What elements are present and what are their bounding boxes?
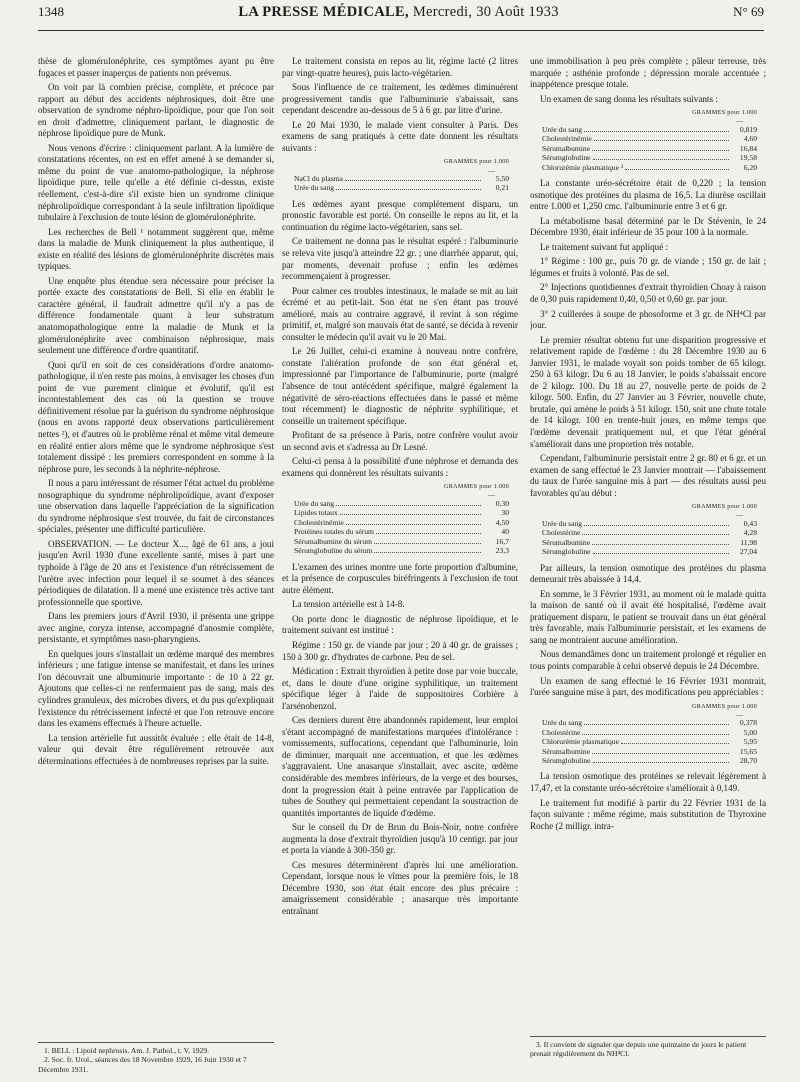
paragraph: 1° Régime : 100 gr., puis 70 gr. de viande ; 150 gr. de lait ; légumes et fruits à volonté. Pas de sel. xyxy=(530,256,766,278)
dot-leader xyxy=(582,534,729,535)
table-cell-label: Lipides totaux xyxy=(294,508,338,518)
table-header-dash: — xyxy=(736,511,743,520)
table-cell-label: Sérumglobuline xyxy=(542,547,591,557)
paragraph: Le traitement consista en repos au lit, régime lacté (2 litres par vingt-quatre heures), puis lacto-végétarien. xyxy=(282,56,518,78)
header-rule xyxy=(38,30,764,31)
paragraph: La tension artérielle fut aussitôt évaluée : elle était de 14-8, valeur qui devait être régulièrement retrouvée aux déterminations effectuées à de nombreuses reprises par la suite. xyxy=(38,732,274,766)
table-cell-value: 40 xyxy=(501,527,509,537)
table-cell-value: 27,04 xyxy=(739,547,757,557)
paragraph: Nous demandâmes donc un traitement prolongé et régulier en tous points comparable à celui observé depuis le 24 Décembre. xyxy=(530,649,766,671)
dot-leader xyxy=(374,552,481,553)
dot-leader xyxy=(582,734,729,735)
paragraph: une immobilisation à peu près complète ; pâleur terreuse, très marquée ; asthénie profonde ; dépression morale accentuée ; inappétence presque totale. xyxy=(530,56,766,90)
paragraph: Par ailleurs, la tension osmotique des protéines du plasma demeurait très abaissée à 14,4. xyxy=(530,562,766,585)
table-row xyxy=(542,756,757,765)
paragraph: Sous l'influence de ce traitement, les œdèmes diminuèrent progressivement tandis que l'albuminurie s'abaissait, sans cependant descendre au-dessous de 5 à 6 gr. par litre d'urine. xyxy=(282,82,518,116)
paragraph: Les recherches de Bell ¹ notamment suggèrent que, même dans la maladie de Munk cliniquement la plus authentique, il existe en réalité des lésions de glomérulonéphrite discrètes mais typiques. xyxy=(38,226,274,272)
paragraph: thèse de glomérulonéphrite, ces symptômes ayant pu être fugaces et passer inaperçus de patients non prévenus. xyxy=(38,56,274,78)
table-cell-value: 4,50 xyxy=(495,517,509,527)
paragraph: On voit par là combien précise, complète, et précoce par rapport au début des accidents néphrosiques, doit être une observation de syndrome néphro-lipoïdique, pour que l'on soit en droit d'admettre, cliniquement parlant, le diagnostic de néphrose lipoïdique pure de Munk. xyxy=(38,82,274,139)
table-cell-value: 16,84 xyxy=(739,143,757,153)
table-cell-value: 23,3 xyxy=(495,546,509,556)
results-table xyxy=(542,503,757,556)
paragraph: Le 20 Mai 1930, le malade vient consulter à Paris. Des examens de sang pratiqués à cette date donnent les résultats suivants : xyxy=(282,119,518,153)
table-row xyxy=(542,519,757,528)
results-table xyxy=(542,703,757,766)
table-unit-header: GRAMMES pour 1.000 xyxy=(691,503,757,511)
table-cell-label: Sérumalbumine xyxy=(542,537,591,547)
table-cell-label: Cholestérinémie xyxy=(294,517,344,527)
table-cell-label: Chlorurémie plasmatique ³ xyxy=(542,162,624,172)
paragraph: 2° Injections quotidiennes d'extrait thyroïdien Choay à raison de 0,30 puis rapidement 0,40, 0,50 et 0,60 gr. par jour. xyxy=(530,282,766,304)
table-row xyxy=(542,144,757,153)
results-table xyxy=(294,483,509,555)
paragraph: La constante uréo-sécrétoire était de 0,220 ; la tension osmotique des protéines du plasma de 16,5. La diurèse oscillait entre 1.000 et 1,250 cmc. l'albuminurie entre 3 et 6 gr. xyxy=(530,178,766,212)
paragraph: La métabolisme basal déterminé par le Dr Stévenin, le 24 Décembre 1930, était inférieur de 35 pour 100 à la normale. xyxy=(530,215,766,238)
table-cell-value: 16,7 xyxy=(495,536,509,546)
column-2 xyxy=(282,56,518,1056)
table-row xyxy=(294,183,509,192)
table-cell-label: Protéines totales du sérum xyxy=(294,527,374,537)
table-row xyxy=(294,537,509,546)
table-cell-value: 11,98 xyxy=(740,537,757,547)
paragraph: Ces mesures déterminèrent d'après lui une amélioration. Cependant, lorsque nous le vîmes pour la première fois, le 18 Décembre 1930, son état était encore des plus précaire : amaigrissement considérable ; anasarque très importante entraînant xyxy=(282,859,518,916)
table-cell-label: Urée du sang xyxy=(294,183,335,193)
dot-leader xyxy=(592,150,729,151)
issue-number: N° 69 xyxy=(733,4,764,19)
footnote-3: 3. Il convient de signaler que depuis une quinzaine de jours le patient prenait régulièrement du NH⁴Cl. xyxy=(530,1040,747,1059)
dot-leader xyxy=(621,743,729,744)
dot-leader xyxy=(584,525,729,526)
table-cell-value: 0,43 xyxy=(743,518,757,528)
dot-leader xyxy=(374,543,481,544)
dot-leader xyxy=(336,505,481,506)
table-row xyxy=(542,728,757,737)
table-cell-label: Cholestérine xyxy=(542,528,581,538)
table-unit-header: GRAMMES pour 1.000 xyxy=(691,702,757,710)
dot-leader xyxy=(336,189,481,190)
table-cell-value: 5,00 xyxy=(743,727,757,737)
paragraph: 3° 2 cuillerées à soupe de phosoforme et 3 gr. de NH⁴Cl par jour. xyxy=(530,308,766,331)
table-cell-value: 0,30 xyxy=(495,498,509,508)
table-cell-label: Urée du sang xyxy=(542,718,583,728)
table-header-dash: — xyxy=(488,491,495,500)
table-cell-label: Sérumalbumine xyxy=(542,143,591,153)
table-unit-header: GRAMMES pour 1.000 xyxy=(443,158,509,166)
table-cell-label: Sérumglobuline du sérum xyxy=(294,546,373,556)
table-row xyxy=(294,527,509,536)
table-cell-label: Sérumglobuline xyxy=(542,755,591,765)
paragraph: Le 26 Juillet, celui-ci examine à nouveau notre confrère, constate l'altération profonde de son état général et, impressionné par l'importance de l'albuminurie, porte (malgré l'absence de tout antécédent spécifique, malgré également la négativité de séro-réactions effectuées dans le passé et même tout récemment) le diagnostic de néphrite syphilitique, et conseille un traitement spécifique. xyxy=(282,346,518,426)
paragraph: Régime : 150 gr. de viande par jour ; 20 à 40 gr. de graisses ; 150 à 300 gr. d'hydrates de carbone. Peu de sel. xyxy=(282,639,518,662)
table-header-dash: — xyxy=(488,166,495,175)
table-cell-label: Cholestérine xyxy=(542,727,581,737)
dot-leader xyxy=(592,544,729,545)
paragraph: La tension artérielle est à 14-8. xyxy=(292,599,405,610)
dot-leader xyxy=(625,169,729,170)
paragraph: Médication : Extrait thyroïdien à petite dose par voie buccale, et, dans le doute d'une origine syphilitique, un traitement spécifique léger à l'aide de suppositoires Corbière à l'arsénobenzol. xyxy=(282,666,518,711)
table-cell-label: Urée du sang xyxy=(542,518,583,528)
table-cell-label: NaCl du plasma xyxy=(294,173,343,183)
table-header-dash: — xyxy=(736,710,743,719)
table-cell-label: Sérumalbumine xyxy=(542,746,591,756)
paragraph: La tension osmotique des protéines se relevait légèrement à 17,47, et la constante uréo-sécrétoire s'améliorait à 0,149. xyxy=(530,771,766,794)
paragraph: Nous venons d'écrire : cliniquement parlant. A la lumière de constatations récentes, on est en effet amené à se demander si, même du point de vue anatomo-pathologique, la néphrose lipoïdique pure, telle qu'elle a été définie ci-dessus, existe réellement, c'est-à-dire s'il existe bien un syndrome clinique néphrolipoïdique correspondant à la seule infiltration lipoïdique tubulaire à l'exclusion de toute lésion de glomérulonéphrite. xyxy=(38,142,274,223)
footnote-2: 2. Soc. fr. Urol., séances des 18 Novembre 1929, 16 Juin 1930 et 7 Décembre 1931. xyxy=(38,1055,247,1074)
table-cell-label: Sérumalbumine du sérum xyxy=(294,536,373,546)
dot-leader xyxy=(594,140,729,141)
paragraph: Le traitement fut modifié à partir du 22 Février 1931 de la façon suivante : même régime, mais substitution de Thyroxine Roche (2 milligr. intra- xyxy=(530,797,766,831)
footnotes xyxy=(38,1042,274,1074)
paragraph: Profitant de sa présence à Paris, notre confrère voulut avoir un second avis et s'adressa au Dr Lesné. xyxy=(282,430,518,452)
paragraph: Quoi qu'il en soit de ces considérations d'ordre anatomo-pathologique, il n'en reste pas moins, à envisager les choses d'un point de vue purement clinique et évolutif, qu'il est incontestablement des cas où la question se trouve définitivement résolue par la guérison du syndrome néphrosique (nous en avons rapporté deux observations particulièrement nettes ²), et d'autres où le problème rénal et même vital demeure en réalité entier alors même que le syndrome néphrosique s'est totalement dissipé : les premiers correspondent en somme à la néphrose pure, les seconds à la néphrite-néphrose. xyxy=(38,359,274,474)
paragraph: L'examen des urines montre une forte proportion d'albumine, et la présence de corpuscules biréfringents à l'exclusion de tout autre élément. xyxy=(282,561,518,595)
journal-title xyxy=(238,4,558,21)
page-header xyxy=(38,4,764,32)
paragraph: OBSERVATION. — Le docteur X..., âgé de 61 ans, a joui jusqu'en Avril 1930 d'une excellente santé, mises à part une typhoïde à l'âge de 20 ans et l'existence d'un rétrécissement de l'urètre avec infection pour lequel il se soumet à des séances périodiques de dilatation. Il a mené une existence très active tant professionnelle que sportive. xyxy=(38,538,274,607)
table-cell-value: 30 xyxy=(501,508,509,518)
dot-leader xyxy=(584,131,729,132)
results-table xyxy=(542,109,757,172)
paragraph: Les œdèmes ayant presque complètement disparu, un pronostic favorable est porté. On conseille le repos au lit, et la continuation du régime lacto-végétarien, sans sel. xyxy=(282,198,518,232)
dot-leader xyxy=(340,514,481,515)
dot-leader xyxy=(593,553,729,554)
table-row xyxy=(542,718,757,727)
table-row xyxy=(294,499,509,508)
table-cell-label: Urée du sang xyxy=(294,498,335,508)
paragraph: Celui-ci pensa à la possibilité d'une néphrose et demanda des examens qui donnèrent les résultats suivants : xyxy=(282,456,518,478)
dot-leader xyxy=(376,533,481,534)
table-row xyxy=(294,508,509,517)
table-row xyxy=(542,125,757,134)
table-cell-value: 0,21 xyxy=(495,183,509,193)
table-cell-value: 28,70 xyxy=(739,755,757,765)
paragraph: On porte donc le diagnostic de néphrose lipoïdique, et le traitement suivant est institué : xyxy=(282,613,518,636)
dot-leader xyxy=(592,753,729,754)
paragraph: Dans les premiers jours d'Avril 1930, il présenta une grippe avec angine, coryza intense, accompagné d'anosmie complète, persistante, et symptômes naso-pharyngiens. xyxy=(38,611,274,645)
table-row xyxy=(294,174,509,183)
table-cell-value: 4,28 xyxy=(743,528,757,538)
results-table xyxy=(294,158,509,192)
paragraph: En quelques jours s'installait un œdème marqué des membres inférieurs ; une fatigue intense se manifestait, et dans les urines l'on découvrait une albuminurie importante : de 10 à 22 gr. Ajoutons que celles-ci ne renfermaient pas de sang, mais des cylindres granuleux, des microbes divers, et du pus qu'expliquait l'existence du rétrécissement infecté et que l'on retrouve encore dans les examens effectués à l'heure actuelle. xyxy=(38,648,274,729)
table-row xyxy=(542,747,757,756)
table-row xyxy=(542,163,757,172)
dot-leader xyxy=(584,724,729,725)
journal-name: LA PRESSE MÉDICALE, xyxy=(238,4,409,20)
table-cell-value: 4,60 xyxy=(743,134,757,144)
paragraph: Une enquête plus étendue sera nécessaire pour préciser la portée exacte des constatations de Bell. Si elle en établit le caractère général, il faudrait admettre qu'il n'y a pas de différence fondamentale quant à leur substratum anatomopathologique entre la maladie de Munk et la glomérulonéphrite avec combinaison néphrosique, mais seulement une différence d'ordre quantitatif. xyxy=(38,275,274,356)
page-number: 1348 xyxy=(38,4,64,19)
table-cell-label: Chlorurémie plasmatique xyxy=(542,737,619,747)
table-header-dash: — xyxy=(736,117,743,126)
table-cell-value: 15,65 xyxy=(739,746,757,756)
table-cell-label: Cholestérinémie xyxy=(542,134,592,144)
paragraph: En somme, le 3 Février 1931, au moment où le malade quitta la maison de santé où il avait été hospitalisé, l'œdème avait pratiquement disparu, le patient se trouvait dans un état général très favorable, mais l'albuminurie persistait, et les examens de sang ne montraient aucune amélioration. xyxy=(530,588,766,645)
footnotes-col3 xyxy=(530,1036,766,1059)
table-unit-header: GRAMMES pour 1.000 xyxy=(691,109,757,117)
table-cell-value: 0,819 xyxy=(739,124,757,134)
table-row xyxy=(294,546,509,555)
table-cell-value: 0,378 xyxy=(739,718,757,728)
table-cell-label: Urée du sang xyxy=(542,124,583,134)
table-unit-header: GRAMMES pour 1.000 xyxy=(443,483,509,491)
table-row xyxy=(294,518,509,527)
paragraph: Pour calmer ces troubles intestinaux, le malade se mit au lait écrémé et au petit-lait. Son état ne s'en étant pas trouvé amélioré, mais au contraire aggravé, il revint à son régime primitif, et, malgré son mauvais état de santé, se décida à revenir consulter le médecin qu'il avait vu le 20 Mai. xyxy=(282,285,518,342)
table-row xyxy=(542,153,757,162)
paragraph: Ces derniers durent être abandonnés rapidement, leur emploi s'étant accompagné de manifestations marquées d'intolérance : vomissements, suffocations, cependant que l'albuminurie, loin de diminuer, marquait une accentuation, et que les œdèmes s'aggravaient. Une anasarque s'installait, avec ascite, œdème considérable des membres inférieurs, de la verge et des bourses, dont la progression était à peine entravée par l'application de tubes de Southey qui permettaient cependant la soustraction de quantités importantes de liquide d'œdème. xyxy=(282,715,518,818)
table-row xyxy=(542,528,757,537)
table-cell-value: 6,20 xyxy=(743,162,757,172)
paragraph: Sur le conseil du Dr de Brun du Bois-Noir, notre confrère augmenta la dose d'extrait thyroïdien jusqu'à 10 centigr. par jour et porta la viande à 300-350 gr. xyxy=(282,822,518,856)
column-1 xyxy=(38,56,274,1040)
paragraph: Il nous a paru intéressant de résumer l'état actuel du problème nosographique du syndrome néphrolipoïdique, avant d'exposer une observation dans laquelle l'appréciation de la signification du syndrome néphrosique s'est trouvée, du fait de circonstances spéciales, présenter une difficulté particulière. xyxy=(38,478,274,535)
dot-leader xyxy=(593,159,729,160)
table-cell-value: 5,95 xyxy=(743,737,757,747)
paragraph: Le traitement suivant fut appliqué : xyxy=(540,241,669,252)
footnote-1: 1. BELL : Lipoid nephrosis. Am. J. Pathol., t. V, 1929. xyxy=(44,1046,210,1055)
paragraph: Un examen de sang effectué le 16 Février 1931 montrait, l'urée sanguine mise à part, des modifications peu appréciables : xyxy=(530,675,766,698)
paragraph: Ce traitement ne donna pas le résultat espéré : l'albuminurie se releva vite jusqu'à atteindre 22 gr. ; une diarrhée apparut, qui, par moments, devenait profuse ; enfin les œdèmes recommençaient à progresser. xyxy=(282,236,518,282)
column-3 xyxy=(530,56,766,1031)
paragraph: Un examen de sang donna les résultats suivants : xyxy=(540,93,718,104)
table-row xyxy=(542,737,757,746)
issue-date: Mercredi, 30 Août 1933 xyxy=(412,4,559,20)
table-cell-value: 19,58 xyxy=(739,153,757,163)
dot-leader xyxy=(346,524,481,525)
table-cell-label: Sérumglobuline xyxy=(542,153,591,163)
dot-leader xyxy=(345,180,481,181)
table-row xyxy=(542,547,757,556)
paragraph: Cependant, l'albuminurie persistait entre 2 gr. 80 et 6 gr. et un examen de sang effectué le 23 Janvier montrait — l'abaissement du taux de l'urée sanguine mis à part — des résultats aussi peu favorables qu'au début : xyxy=(530,453,766,498)
paragraph: Le premier résultat obtenu fut une disparition progressive et relativement rapide de l'œdème : du 28 Décembre 1930 au 6 Janvier 1931, le malade voyait son poids tomber de 65 kilogr. 250 à 63 kilogr. Du 6 au 18 Janvier, le poids s'abaissait encore de 2 kilogr. 100. Du 18 au 27, nouvelle perte de poids de 2 kilogr. 500. Enfin, du 27 Janvier au 3 Février, nouvelle chute, brutale, qui amène le poids à 51 kilogr. 150, soit une chute totale de 14 kilogr. 100 en trente-huit jours, en même temps que l'œdème devenait pratiquement nul, et que l'état général s'améliorait dans une proportion très notable. xyxy=(530,334,766,449)
table-row xyxy=(542,134,757,143)
table-cell-value: 5,50 xyxy=(495,173,509,183)
table-row xyxy=(542,538,757,547)
dot-leader xyxy=(593,762,729,763)
